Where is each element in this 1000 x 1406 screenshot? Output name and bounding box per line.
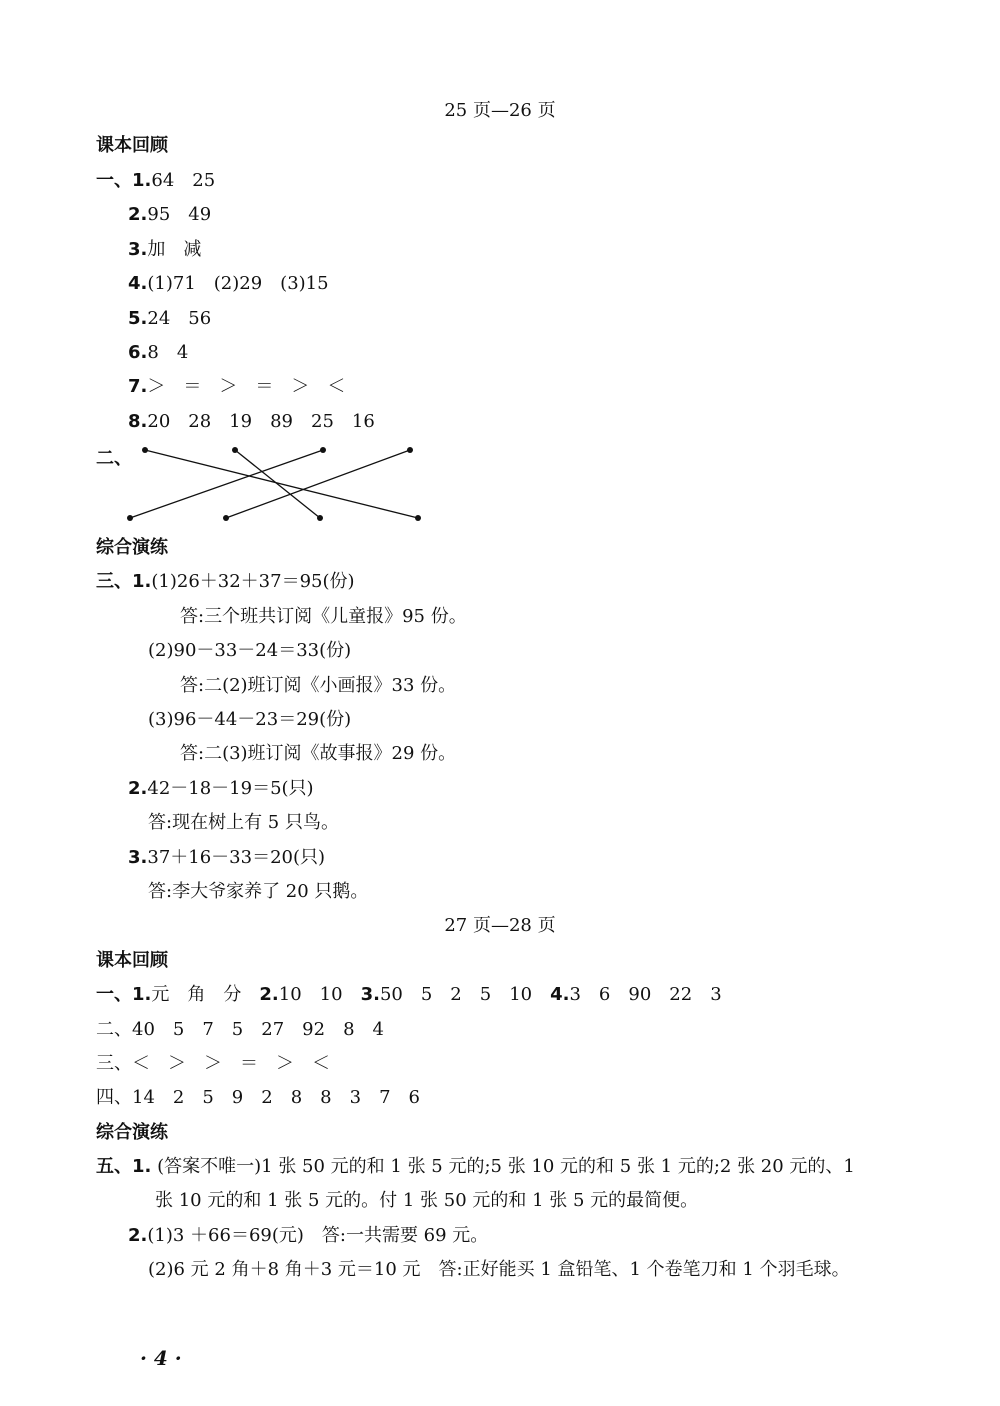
answer-line <box>128 203 211 227</box>
question-number: 三、1. <box>96 571 152 592</box>
answer-line <box>96 983 722 1007</box>
answer-text: (1)71 (2)29 (3)15 <box>147 273 329 294</box>
question-number: 8. <box>128 411 148 432</box>
bottom-dot <box>317 515 323 521</box>
page-range-heading-2: 27 页—28 页 <box>444 915 556 936</box>
question-number: 4. <box>128 273 148 294</box>
answer-text: 20 28 19 89 25 16 <box>147 411 375 432</box>
match-line <box>130 450 323 518</box>
top-dot <box>320 447 326 453</box>
top-dot <box>407 447 413 453</box>
answer-statement: 答:三个班共订阅《儿童报》95 份。 <box>180 606 467 627</box>
review-heading-2: 课本回顾 <box>96 950 168 971</box>
matching-lines-diagram <box>120 440 430 530</box>
question-number: 7. <box>128 376 148 397</box>
answer-line <box>96 570 355 594</box>
answer-text: 42－18－19＝5(只) <box>147 778 314 799</box>
page-number: · 4 · <box>140 1346 182 1370</box>
question-number: 2. <box>128 778 148 799</box>
answer-line: 四、14 2 5 9 2 8 8 3 7 6 <box>96 1087 420 1108</box>
answer-line <box>128 846 325 870</box>
answer-line-continued: 张 10 元的和 1 张 5 元的。付 1 张 50 元的和 1 张 5 元的最简便。 <box>155 1190 699 1211</box>
bottom-dot <box>127 515 133 521</box>
match-line <box>235 450 320 518</box>
answer-text: 37＋16－33＝20(只) <box>147 847 326 868</box>
question-number: 5. <box>128 308 148 329</box>
answer-line <box>128 777 314 801</box>
answer-text: 24 56 <box>147 308 212 329</box>
answer-line: (3)96－44－23＝29(份) <box>148 709 352 730</box>
question-number: 2. <box>128 204 148 225</box>
answer-text: (1)26＋32＋37＝95(份) <box>151 571 355 592</box>
practice-heading-2: 综合演练 <box>96 1122 168 1143</box>
answer-text: 加 减 <box>147 239 202 260</box>
top-dot <box>142 447 148 453</box>
answer-text: 8 4 <box>147 342 189 363</box>
bottom-dot <box>223 515 229 521</box>
practice-heading-1: 综合演练 <box>96 537 168 558</box>
answer-line: (2)90－33－24＝33(份) <box>148 640 352 661</box>
answer-statement: 答:二(3)班订阅《故事报》29 份。 <box>180 743 457 764</box>
answer-line <box>128 272 329 296</box>
question-2-label: 二、 <box>96 448 132 469</box>
review-heading-1: 课本回顾 <box>96 135 168 156</box>
page-range-heading-1: 25 页—26 页 <box>444 100 556 121</box>
answer-text: 50 5 2 5 10 <box>379 984 533 1005</box>
answer-line <box>128 307 211 331</box>
answer-line <box>96 169 215 193</box>
bottom-dot <box>415 515 421 521</box>
question-number: 6. <box>128 342 148 363</box>
question-number: 3. <box>128 847 148 868</box>
question-number: 2. <box>128 1225 148 1246</box>
answer-text: 95 49 <box>147 204 212 225</box>
answer-line <box>96 1155 855 1179</box>
question-number: 3. <box>128 239 148 260</box>
question-number: 4. <box>550 984 570 1005</box>
question-number: 五、1. <box>96 1156 152 1177</box>
answer-line <box>128 1224 488 1248</box>
match-line <box>145 450 418 518</box>
answer-line: (2)6 元 2 角＋8 角＋3 元＝10 元 答:正好能买 1 盒铅笔、1 个卷笔刀和 1 个羽毛球。 <box>148 1259 850 1280</box>
match-line <box>226 450 410 518</box>
answer-statement: 答:李大爷家养了 20 只鹅。 <box>148 881 369 902</box>
question-number: 一、1. <box>96 984 152 1005</box>
answer-line <box>128 238 201 262</box>
answer-text: 64 25 <box>151 170 216 191</box>
answer-text: 3 6 90 22 3 <box>569 984 722 1005</box>
question-number: 一、1. <box>96 170 152 191</box>
question-number: 2. <box>259 984 279 1005</box>
answer-line <box>128 341 188 365</box>
answer-line <box>128 375 345 399</box>
answer-text: ＞ ＝ ＞ ＝ ＞ ＜ <box>147 376 346 397</box>
top-dot <box>232 447 238 453</box>
answer-statement: 答:二(2)班订阅《小画报》33 份。 <box>180 675 457 696</box>
answer-text: (1)3 ＋66＝69(元) 答:一共需要 69 元。 <box>147 1225 489 1246</box>
question-number: 3. <box>360 984 380 1005</box>
answer-text: (答案不唯一)1 张 50 元的和 1 张 5 元的;5 张 10 元的和 5 张 1 元的;2 张 20 元的、1 <box>157 1156 855 1177</box>
answer-text: 10 10 <box>278 984 343 1005</box>
answer-line <box>128 410 375 434</box>
answer-statement: 答:现在树上有 5 只鸟。 <box>148 812 339 833</box>
answer-line: 二、40 5 7 5 27 92 8 4 <box>96 1019 384 1040</box>
answer-text: 元 角 分 <box>151 984 242 1005</box>
answer-line: 三、＜ ＞ ＞ ＝ ＞ ＜ <box>96 1053 330 1074</box>
